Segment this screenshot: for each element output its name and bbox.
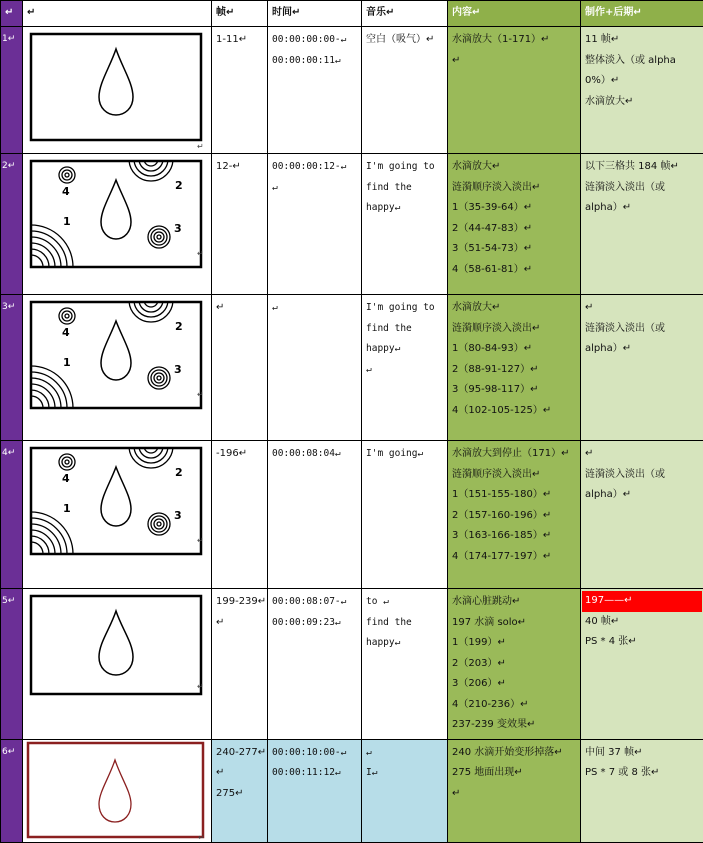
time-cell xyxy=(268,154,362,295)
frames-line: 199-239↵ xyxy=(216,592,263,613)
table-row xyxy=(1,154,703,295)
post-cell xyxy=(581,441,703,589)
storyboard-frame xyxy=(23,27,212,154)
header-music: 音乐↵ xyxy=(362,1,448,27)
music-cell xyxy=(362,589,448,740)
music-line: find the xyxy=(366,319,443,340)
ripple-label: 1 xyxy=(63,356,71,369)
music-cell xyxy=(362,295,448,441)
frames-line: ↵ xyxy=(216,613,263,634)
svg-text:↵: ↵ xyxy=(198,833,205,842)
post-cell xyxy=(581,589,703,740)
ripple-label: 4 xyxy=(62,185,70,198)
ripple-label: 3 xyxy=(174,509,182,522)
content-line: 1（199）↵ xyxy=(452,633,576,654)
water-drop-icon xyxy=(99,611,133,675)
post-line: 水滴放大↵ xyxy=(585,92,699,113)
content-cell xyxy=(448,589,581,740)
post-cell xyxy=(581,295,703,441)
post-line: 整体淡入（或 alpha xyxy=(585,51,699,72)
header-frames: 帧↵ xyxy=(212,1,268,27)
frames-line: 240-277↵ xyxy=(216,743,263,764)
content-line: 4（210-236）↵ xyxy=(452,695,576,716)
storyboard-frame xyxy=(23,441,212,589)
drop-frame-6 xyxy=(23,740,211,842)
frames-cell xyxy=(212,27,268,154)
row-number: 6↵ xyxy=(1,739,23,842)
content-line: 1（35-39-64）↵ xyxy=(452,198,576,219)
content-line: 2（88-91-127）↵ xyxy=(452,360,576,381)
frames-cell xyxy=(212,154,268,295)
time-line: ↵ xyxy=(272,178,357,199)
row-number: 5↵ xyxy=(1,589,23,740)
frames-line: 275↵ xyxy=(216,784,263,805)
content-line: 3（95-98-117）↵ xyxy=(452,380,576,401)
content-line: 197 水滴 solo↵ xyxy=(452,613,576,634)
music-line: happy↵ xyxy=(366,339,443,360)
header-storyboard: ↵ xyxy=(23,1,212,27)
post-line: 以下三格共 184 帧↵ xyxy=(585,157,699,178)
content-line: ↵ xyxy=(452,784,576,805)
music-cell xyxy=(362,154,448,295)
storyboard-frame xyxy=(23,295,212,441)
music-line: I'm going to xyxy=(366,298,443,319)
time-cell xyxy=(268,295,362,441)
content-line: 3（206）↵ xyxy=(452,674,576,695)
content-line: 3（163-166-185）↵ xyxy=(452,526,576,547)
post-line: alpha）↵ xyxy=(585,485,699,506)
header-content: 内容↵ xyxy=(448,1,581,27)
content-cell xyxy=(448,739,581,842)
post-line: 涟漪淡入淡出（或 xyxy=(585,465,699,486)
water-drop-icon xyxy=(99,49,133,115)
content-line: 237-239 变效果↵ xyxy=(452,715,576,736)
post-line: 40 帧↵ xyxy=(585,612,699,633)
content-line: 3（51-54-73）↵ xyxy=(452,239,576,260)
water-drop-icon xyxy=(101,321,131,380)
ripple-label: 4 xyxy=(62,472,70,485)
content-line: 涟漪顺序淡入淡出↵ xyxy=(452,178,576,199)
table-row xyxy=(1,441,703,589)
ripple-frame-4 xyxy=(23,441,211,588)
post-cell xyxy=(581,739,703,842)
content-line: 涟漪顺序淡入淡出↵ xyxy=(452,319,576,340)
ripple-label: 4 xyxy=(62,326,70,339)
content-line: 1（80-84-93）↵ xyxy=(452,339,576,360)
frames-line: 1-11↵ xyxy=(216,30,263,51)
svg-text:↵: ↵ xyxy=(197,536,204,545)
content-line: 4（174-177-197）↵ xyxy=(452,547,576,568)
row-number: 4↵ xyxy=(1,441,23,589)
time-line: 00:00:09:23↵ xyxy=(272,613,357,634)
ripple-frame-3 xyxy=(23,295,211,440)
time-line: ↵ xyxy=(272,298,357,319)
frames-line: ↵ xyxy=(216,298,263,319)
music-line: I'm going↵ xyxy=(366,444,443,465)
content-line: 水滴放大↵ xyxy=(452,157,576,178)
time-cell xyxy=(268,589,362,740)
highlight-badge: 197——↵ xyxy=(582,591,702,612)
post-cell xyxy=(581,27,703,154)
content-line: 水滴放大到停止（171）↵ xyxy=(452,444,576,465)
frames-cell xyxy=(212,295,268,441)
music-line: ↵ xyxy=(366,360,443,381)
ripple-label: 2 xyxy=(175,179,183,192)
post-line: 涟漪淡入淡出（或 xyxy=(585,319,699,340)
svg-text:↵: ↵ xyxy=(197,390,204,399)
storyboard-frame xyxy=(23,154,212,295)
content-line: 4（58-61-81）↵ xyxy=(452,260,576,281)
content-line: 涟漪顺序淡入淡出↵ xyxy=(452,465,576,486)
content-line: 水滴放大（1-171）↵ xyxy=(452,30,576,51)
time-line: 00:00:11:12↵ xyxy=(272,763,357,784)
content-cell xyxy=(448,27,581,154)
content-cell xyxy=(448,295,581,441)
ripple-label: 1 xyxy=(63,502,71,515)
ripple-label: 1 xyxy=(63,215,71,228)
storyboard-frame xyxy=(23,739,212,842)
post-line: 中间 37 帧↵ xyxy=(585,743,699,764)
content-line: 水滴放大↵ xyxy=(452,298,576,319)
post-line: PS * 4 张↵ xyxy=(585,632,699,653)
time-line: 00:00:08:07-↵ xyxy=(272,592,357,613)
music-line: to ↵ xyxy=(366,592,443,613)
time-cell xyxy=(268,441,362,589)
music-line: find the xyxy=(366,178,443,199)
content-line: 240 水滴开始变形掉落↵ xyxy=(452,743,576,764)
svg-text:↵: ↵ xyxy=(197,682,204,691)
time-cell xyxy=(268,27,362,154)
content-cell xyxy=(448,154,581,295)
music-line: I'm going to xyxy=(366,157,443,178)
post-line: 涟漪淡入淡出（或 xyxy=(585,178,699,199)
music-line: find the xyxy=(366,613,443,634)
time-line: 00:00:00:00-↵ xyxy=(272,30,357,51)
time-line: 00:00:10:00-↵ xyxy=(272,743,357,764)
content-cell xyxy=(448,441,581,589)
header-num: ↵ xyxy=(1,1,23,27)
frames-cell xyxy=(212,589,268,740)
water-drop-icon xyxy=(101,180,131,239)
water-drop-icon xyxy=(101,467,131,526)
header-row xyxy=(1,1,703,27)
table-row xyxy=(1,739,703,842)
post-cell xyxy=(581,154,703,295)
post-line: 0%）↵ xyxy=(585,71,699,92)
content-line: 2（157-160-196）↵ xyxy=(452,506,576,527)
post-line: alpha）↵ xyxy=(585,339,699,360)
music-line: 空白（吸气）↵ xyxy=(366,30,443,51)
time-line: 00:00:08:04↵ xyxy=(272,444,357,465)
content-line: 4（102-105-125）↵ xyxy=(452,401,576,422)
drop-frame-1 xyxy=(23,27,211,153)
ripple-label: 3 xyxy=(174,222,182,235)
row-number: 1↵ xyxy=(1,27,23,154)
ripple-label: 2 xyxy=(175,466,183,479)
time-line: 00:00:00:12-↵ xyxy=(272,157,357,178)
music-cell xyxy=(362,739,448,842)
frames-cell xyxy=(212,441,268,589)
post-line: PS * 7 或 8 张↵ xyxy=(585,763,699,784)
post-line: alpha）↵ xyxy=(585,198,699,219)
ripple-frame-2 xyxy=(23,154,211,294)
music-line: happy↵ xyxy=(366,633,443,654)
music-line: I↵ xyxy=(366,763,443,784)
post-line: 11 帧↵ xyxy=(585,30,699,51)
storyboard-frame xyxy=(23,589,212,740)
table-row xyxy=(1,589,703,740)
frames-line: ↵ xyxy=(216,763,263,784)
content-line: 1（151-155-180）↵ xyxy=(452,485,576,506)
music-line: happy↵ xyxy=(366,198,443,219)
time-line: 00:00:00:11↵ xyxy=(272,51,357,72)
frames-line: -196↵ xyxy=(216,444,263,465)
frames-cell xyxy=(212,739,268,842)
content-line: 275 地面出现↵ xyxy=(452,763,576,784)
music-line: ↵ xyxy=(366,743,443,764)
content-line: ↵ xyxy=(452,51,576,72)
content-line: 水滴心脏跳动↵ xyxy=(452,592,576,613)
ripple-label: 2 xyxy=(175,320,183,333)
row-number: 3↵ xyxy=(1,295,23,441)
frames-line: 12-↵ xyxy=(216,157,263,178)
svg-text:↵: ↵ xyxy=(197,249,204,258)
content-line: 2（44-47-83）↵ xyxy=(452,219,576,240)
table-row xyxy=(1,295,703,441)
time-cell xyxy=(268,739,362,842)
svg-text:↵: ↵ xyxy=(197,142,204,151)
music-cell xyxy=(362,27,448,154)
ripple-label: 3 xyxy=(174,363,182,376)
water-drop-icon xyxy=(99,760,131,822)
music-cell xyxy=(362,441,448,589)
row-number: 2↵ xyxy=(1,154,23,295)
header-time: 时间↵ xyxy=(268,1,362,27)
header-post: 制作+后期↵ xyxy=(581,1,703,27)
post-line: ↵ xyxy=(585,444,699,465)
content-line: 2（203）↵ xyxy=(452,654,576,675)
post-line: ↵ xyxy=(585,298,699,319)
table-row xyxy=(1,27,703,154)
drop-frame-5 xyxy=(23,589,211,734)
